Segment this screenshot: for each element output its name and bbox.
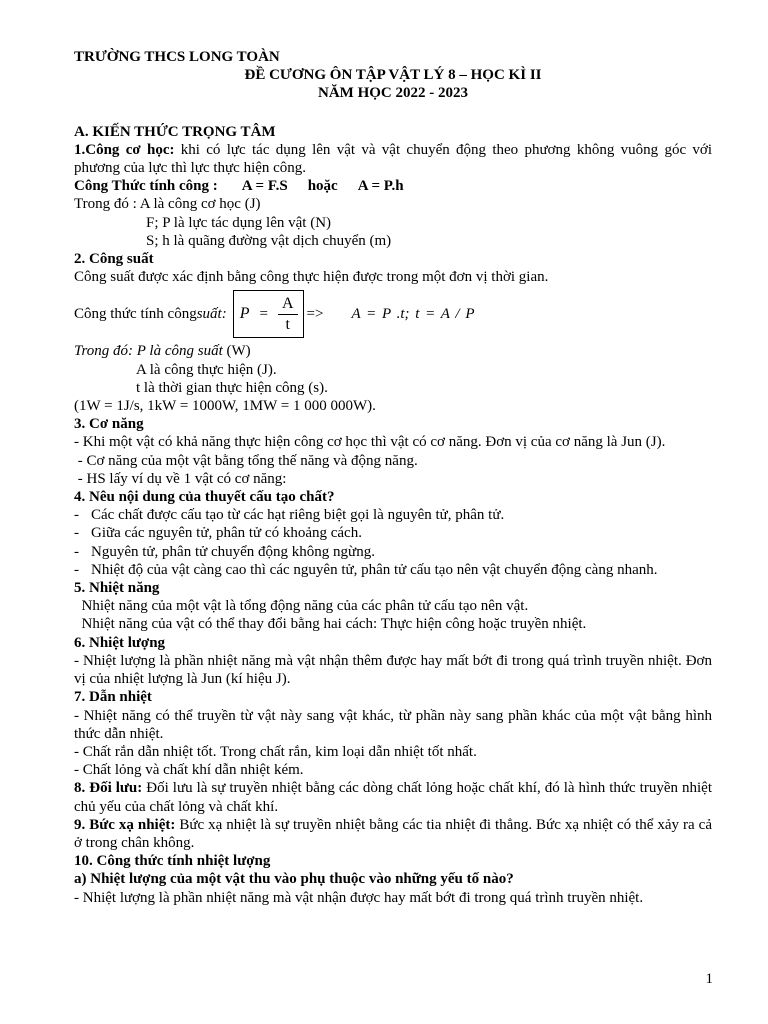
formula-numerator: A [278,294,298,315]
s6-heading: 6. Nhiệt lượng [74,634,166,651]
s8-heading: 8. Đối lưu: [74,780,143,797]
s3-line-3: - HS lấy ví dụ về 1 vật có cơ năng: [74,470,287,487]
s10-line-1: - Nhiệt lượng là phần nhiệt năng mà vật nhận được hay mất bớt đi trong quá trình truyền nhiệt. [74,889,644,906]
s2-where [74,342,712,360]
s1-formula-label: Công Thức tính công : [74,178,218,195]
derived-formulas: A = P .t; t = A / P [351,306,475,323]
s10-heading: 10. Công thức tính nhiệt lượng [74,853,271,870]
s1-where-2: F; P là lực tác dụng lên vật (N) [146,214,332,231]
s3-heading: 3. Cơ năng [74,416,144,433]
s1-text: khi có lực tác dụng lên vật và vật chuyển động theo phương không vuông góc với phương của lực thì lực thực hiện công. [74,141,713,177]
s3-line-1: - Khi một vật có khả năng thực hiện công cơ học thì vật có cơ năng. Đơn vị của cơ năng là Jun (J). [74,434,666,451]
formula-P: P [239,305,250,323]
s1-where-3: S; h là quãng đường vật dịch chuyển (m) [146,232,392,249]
section-a-heading: A. KIẾN THỨC TRỌNG TÂM [74,123,276,140]
s9-text: Bức xạ nhiệt là sự truyền nhiệt bằng các tia nhiệt đi thẳng. Bức xạ nhiệt có thể xảy ra cả ở trong chân không. [74,816,712,851]
formula-denominator: t [285,315,290,333]
s2-where-italic: Trong đó: P là công suất [74,343,223,360]
s2-where-2: A là công thực hiện (J). [136,361,277,378]
s8-text: Đối lưu là sự truyền nhiệt bằng các dòng chất lỏng hoặc chất khí, đó là hình thức truyền nhiệt chủ yếu của chất lỏng và chất khí. [74,780,712,815]
s1-formula-1: A = F.S [241,178,288,195]
s7-line-1: - Nhiệt năng có thể truyền từ vật này sang vật khác, từ phần này sang phần khác của một vật bằng hình thức dẫn nhiệt. [74,707,712,742]
s2-heading: 2. Công suất [74,251,154,268]
list-item: - Nhiệt độ của vật càng cao thì các nguyên tử, phân tử cấu tạo nên vật chuyển động càng nhanh. [74,561,658,578]
list-item: - Nguyên tử, phân tử chuyển động không ngừng. [74,543,375,560]
s9-paragraph [74,816,712,852]
s5-line-1: Nhiệt năng của một vật là tổng động năng của các phân tử cấu tạo nên vật. [74,598,529,615]
s5-heading: 5. Nhiệt năng [74,580,160,597]
s10-subheading: a) Nhiệt lượng của một vật thu vào phụ thuộc vào những yếu tố nào? [74,871,514,888]
s2-units: (1W = 1J/s, 1kW = 1000W, 1MW = 1 000 000W). [74,398,376,415]
s2-line-1: Công suất được xác định bằng công thực hiện được trong một đơn vị thời gian. [74,269,549,286]
s2-where-3: t là thời gian thực hiện công (s). [136,379,328,396]
s7-line-3: - Chất lỏng và chất khí dẫn nhiệt kém. [74,762,304,779]
school-year: NĂM HỌC 2022 - 2023 [318,85,468,102]
document-title: ĐỀ CƯƠNG ÔN TẬP VẬT LÝ 8 – HỌC KÌ II [244,67,542,84]
s9-heading: 9. Bức xạ nhiệt: [74,816,176,833]
power-formula-box [233,290,304,338]
list-item: - Giữa các nguyên tử, phân tử có khoảng cách. [74,525,362,542]
s1-formula-or: hoặc [307,178,338,195]
s1-formula-line [74,177,712,195]
s6-line-1: - Nhiệt lượng là phần nhiệt năng mà vật nhận thêm được hay mất bớt đi trong quá trình truyền nhiệt. Đơn vị của nhiệt lượng là Jun (kí hiệu J). [74,652,712,688]
s4-heading: 4. Nêu nội dung của thuyết cấu tạo chất? [74,489,335,506]
page-number: 1 [705,971,713,987]
s2-formula-row [74,288,712,340]
s2-formula-label: Công thức tính công [74,306,197,323]
s1-paragraph [74,141,712,177]
s1-where: Trong đó : A là công cơ học (J) [74,196,261,213]
s8-paragraph [74,779,712,815]
s3-line-2: - Cơ năng của một vật bằng tổng thế năng và động năng. [74,452,418,469]
s5-line-2: Nhiệt năng của vật có thể thay đổi bằng hai cách: Thực hiện công hoặc truyền nhiệt. [74,616,587,633]
formula-fraction [278,294,298,335]
s2-where-unit: (W) [222,343,251,360]
formula-equals: = [259,306,268,323]
s7-line-2: - Chất rắn dẫn nhiệt tốt. Trong chất rắn, kim loại dẫn nhiệt tốt nhất. [74,743,477,760]
s1-heading: 1.Công cơ học: [74,141,175,158]
school-name: TRƯỜNG THCS LONG TOÀN [74,49,280,65]
s2-formula-label-italic: suất: [196,306,227,323]
s1-formula-2: A = P.h [357,178,404,195]
implies-arrow: => [306,306,324,323]
list-item: - Các chất được cấu tạo từ các hạt riêng biệt gọi là nguyên tử, phân tử. [74,507,505,524]
s7-heading: 7. Dẫn nhiệt [74,689,152,706]
